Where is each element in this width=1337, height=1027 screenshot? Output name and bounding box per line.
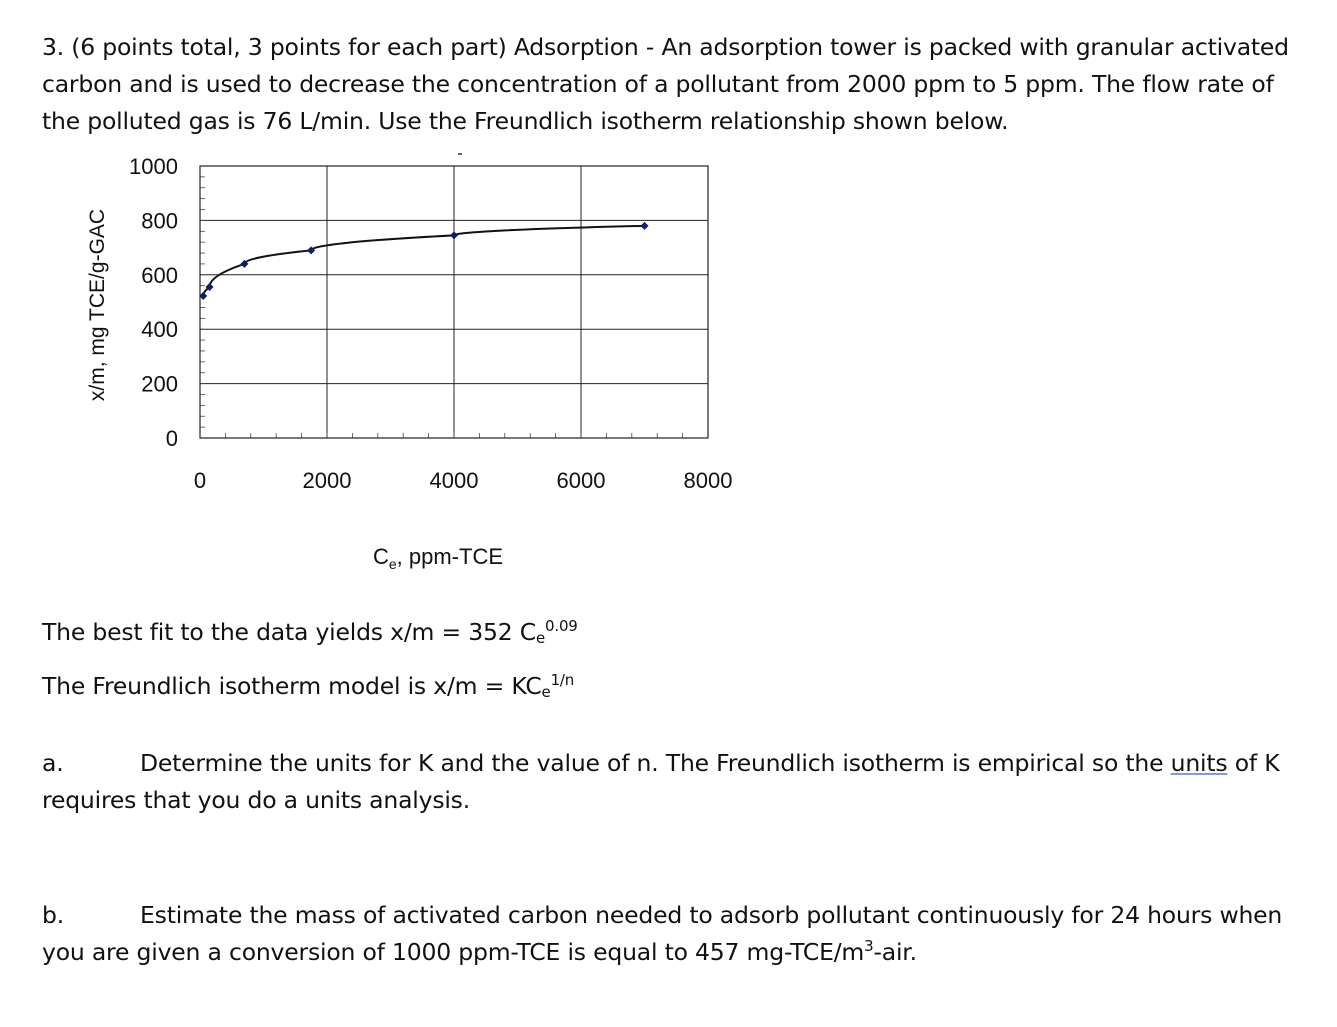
chart-grid <box>200 166 708 438</box>
y-tick-label: 800 <box>141 208 178 234</box>
y-tick-label: 400 <box>141 317 178 343</box>
part-b-label: b. <box>42 901 64 929</box>
fit-curve <box>203 226 644 296</box>
x-tick-label: 2000 <box>302 468 352 493</box>
y-tick-labels <box>129 154 178 451</box>
x-axis-label: $C_e$, ppm-TCE <box>372 544 504 572</box>
y-tick-label: 600 <box>141 262 178 288</box>
data-point <box>641 222 649 230</box>
freundlich-model-statement: The Freundlich isotherm model is $x/m = KC_e^{1/n}$ <box>42 671 575 701</box>
x-tick-label: 6000 <box>556 468 606 493</box>
x-tick-label: 0 <box>193 468 207 493</box>
y-tick-label: 1000 <box>129 154 178 179</box>
problem-statement: 3. (6 points total, 3 points for each part) Adsorption - An adsorption tower is packed with granular activated carbon and is used to decrease the concentration of a pollutant from 2000 ppm to 5 ppm. The flow rate of the polluted gas is 76 L/min. Use the Freundlich isotherm relationship shown below. <box>42 33 1289 135</box>
x-tick-label: 8000 <box>683 468 733 493</box>
y-tick-label: 0 <box>165 426 178 451</box>
x-tick-labels <box>194 468 733 493</box>
x-tick-label: 4000 <box>429 468 479 493</box>
y-tick-label: 200 <box>141 371 178 397</box>
y-axis-label: x/m, mg TCE/g-GAC <box>86 208 109 402</box>
data-point <box>307 246 315 254</box>
part-a-question: a. Determine the units for K and the value of n. The Freundlich isotherm is empirical so the units of K requires that you do a units analysis. <box>42 745 1302 819</box>
underlined-units: units <box>1170 749 1228 777</box>
part-b-question: b. Estimate the mass of activated carbon needed to adsorb pollutant continuously for 24 hours when you are given a conversion of 1000 ppm-TCE is equal to 457 $mg-TCE/m^3$-air. <box>42 897 1302 971</box>
best-fit-statement: The best fit to the data yields x/m = 352 $C_e^{0.09}$ <box>42 617 578 647</box>
data-point <box>450 231 458 239</box>
part-a-label: a. <box>42 749 64 777</box>
